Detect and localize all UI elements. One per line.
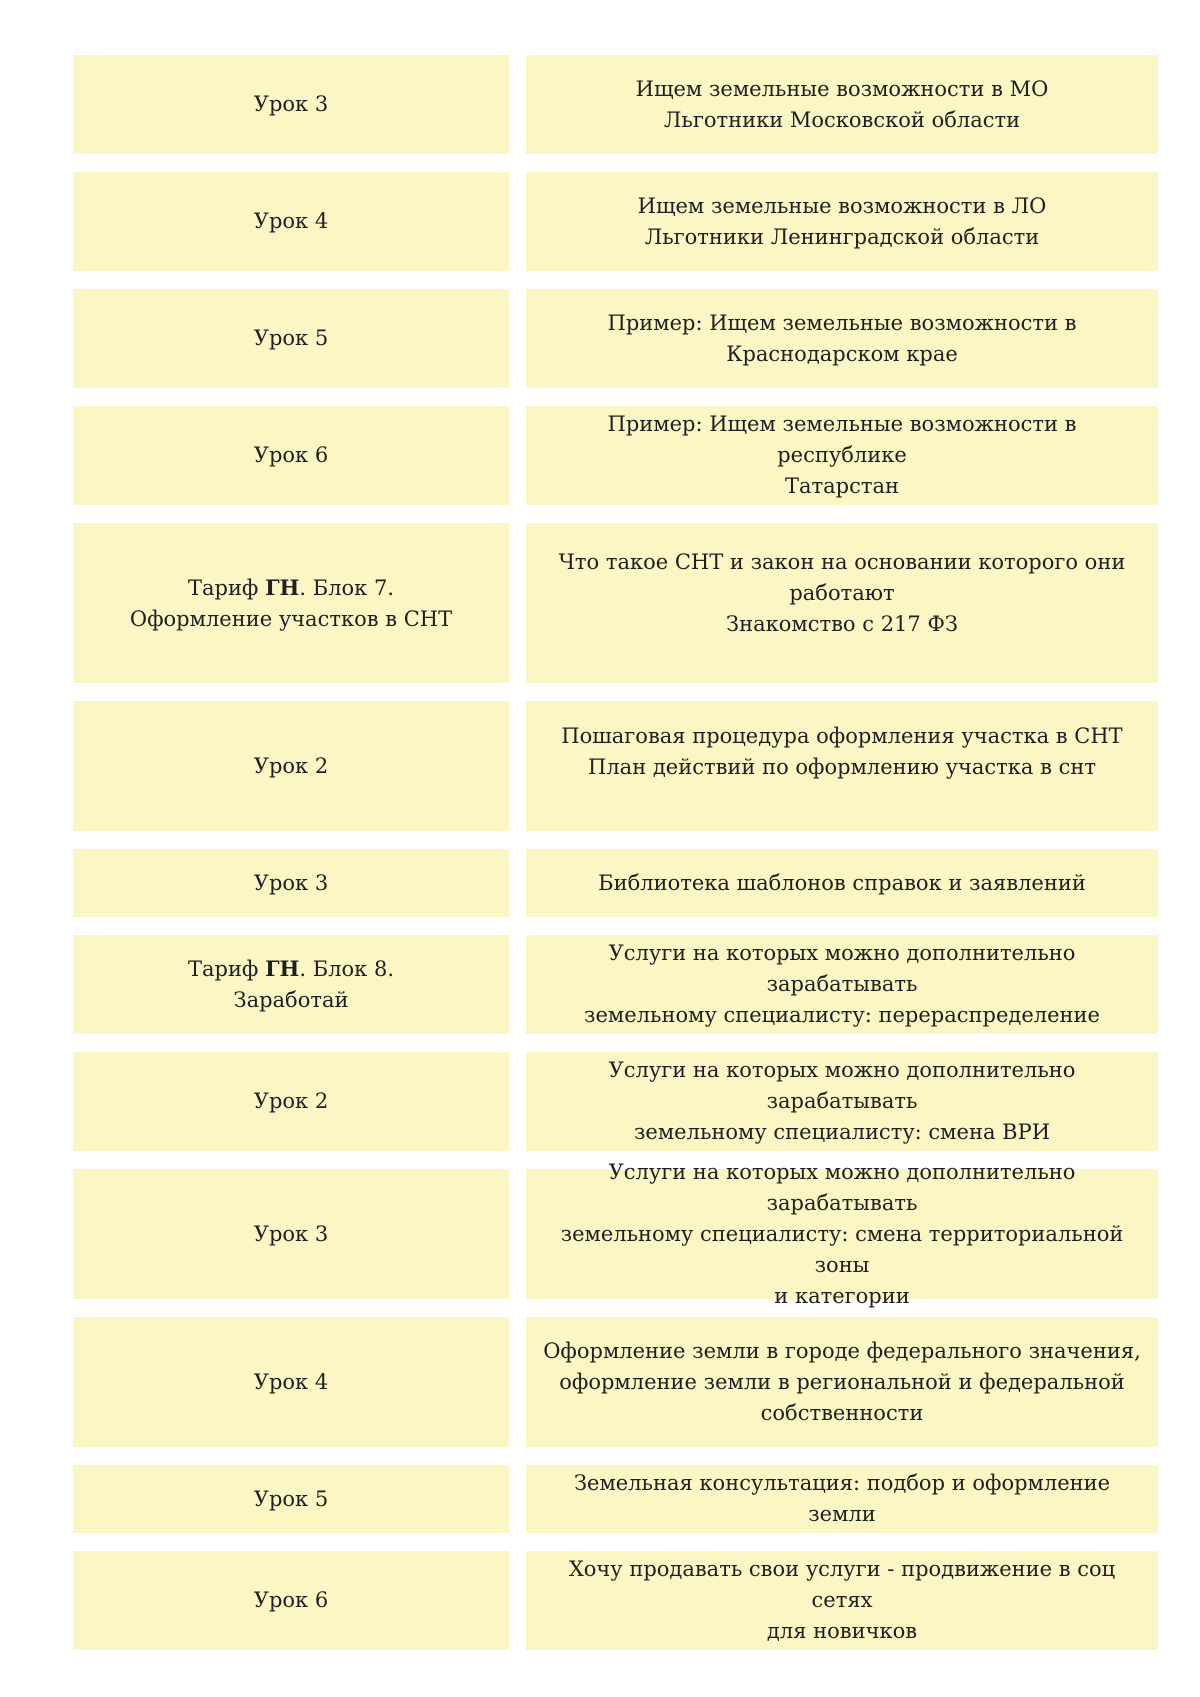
table-row <box>73 406 1158 505</box>
table-row <box>73 55 1158 154</box>
topic-text: Услуги на которых можно дополнительно зарабатывать <box>608 1159 1076 1215</box>
block-title: Тариф ГН. Блок 7. <box>187 574 395 600</box>
topic-text: земельному специалисту: перераспределение <box>584 1003 1100 1027</box>
topic-cell <box>526 1551 1158 1650</box>
topic-text: Льготники Ленинградской области <box>644 224 1040 249</box>
lesson-cell <box>73 849 509 917</box>
lesson-label: Урок 3 <box>253 92 329 116</box>
topic-cell <box>526 406 1158 505</box>
topic-cell <box>526 1052 1158 1151</box>
tariff-name: ГН <box>265 956 300 981</box>
lesson-label: Урок 3 <box>253 1221 329 1246</box>
lesson-cell <box>73 406 509 505</box>
topic-text: Оформление земли в городе федерального значения, <box>543 1338 1141 1363</box>
topic-text: Пошаговая процедура оформления участка в СНТ <box>561 724 1123 748</box>
table-row <box>73 1052 1158 1151</box>
topic-text: земельному специалисту: смена территориальной зоны <box>560 1221 1124 1277</box>
lesson-label: Урок 5 <box>253 1486 329 1511</box>
topic-text: Ищем земельные возможности в ЛО <box>637 193 1047 218</box>
lesson-cell <box>73 55 509 154</box>
block-subtitle: Оформление участков в СНТ <box>129 606 453 631</box>
topic-cell <box>526 1317 1158 1447</box>
topic-text: Хочу продавать свои услуги - продвижение в соц сетях <box>568 1557 1116 1612</box>
topic-cell <box>526 935 1158 1034</box>
block-subtitle: Заработай <box>233 988 349 1012</box>
topic-text: Татарстан <box>784 474 899 498</box>
lesson-label: Урок 2 <box>253 1089 329 1113</box>
lesson-cell <box>73 1317 509 1447</box>
topic-cell <box>526 172 1158 271</box>
block-title: Тариф ГН. Блок 8. <box>187 956 395 981</box>
topic-text: Краснодарском крае <box>726 341 958 366</box>
topic-text: Услуги на которых можно дополнительно зарабатывать <box>608 941 1076 996</box>
topic-cell <box>526 1159 1158 1308</box>
topic-text: Ищем земельные возможности в МО <box>635 76 1049 101</box>
lesson-label: Урок 5 <box>253 326 329 350</box>
table-row <box>73 701 1158 831</box>
topic-text: земельному специалисту: смена ВРИ <box>633 1120 1051 1144</box>
topic-text: План действий по оформлению участка в снт <box>588 755 1096 779</box>
topic-cell <box>526 55 1158 154</box>
lesson-cell <box>73 1052 509 1151</box>
lesson-label: Урок 6 <box>253 1588 329 1612</box>
topic-text: оформление земли в региональной и федеральной <box>559 1369 1125 1394</box>
topic-text: Земельная консультация: подбор и оформление земли <box>573 1471 1111 1526</box>
topic-text: Услуги на которых можно дополнительно зарабатывать <box>608 1058 1076 1113</box>
lesson-label: Урок 4 <box>253 1369 329 1394</box>
topic-cell <box>526 1465 1158 1533</box>
topic-text: Пример: Ищем земельные возможности в республике <box>607 412 1077 467</box>
table-row <box>73 1551 1158 1650</box>
topic-text: Льготники Московской области <box>663 107 1021 132</box>
lesson-cell <box>73 289 509 388</box>
topic-text: работают <box>789 581 895 605</box>
lesson-cell <box>73 1465 509 1533</box>
table-row <box>73 523 1158 683</box>
block-heading-cell <box>73 935 509 1034</box>
topic-text: собственности <box>760 1400 924 1425</box>
lesson-cell <box>73 1169 509 1299</box>
topic-cell <box>526 849 1158 917</box>
table-row <box>73 935 1158 1034</box>
topic-text: Библиотека шаблонов справок и заявлений <box>598 870 1086 895</box>
lesson-cell <box>73 1551 509 1650</box>
table-row <box>73 289 1158 388</box>
topic-text: для новичков <box>766 1619 918 1643</box>
tariff-name: ГН <box>265 574 300 600</box>
lesson-label: Урок 3 <box>253 870 329 895</box>
table-row <box>73 849 1158 917</box>
table-row <box>73 1465 1158 1533</box>
topic-text: и категории <box>774 1283 910 1308</box>
lesson-label: Урок 2 <box>253 753 329 778</box>
topic-text: Знакомство с 217 ФЗ <box>726 612 958 636</box>
topic-cell <box>526 523 1158 683</box>
topic-cell <box>526 289 1158 388</box>
topic-text: Что такое СНТ и закон на основании которого они <box>558 550 1126 574</box>
lesson-cell <box>73 701 509 831</box>
table-row <box>73 1317 1158 1447</box>
topic-text: Пример: Ищем земельные возможности в <box>607 310 1077 335</box>
table-row <box>73 1159 1158 1308</box>
block-heading-cell <box>73 523 509 683</box>
table-row <box>73 172 1158 271</box>
lesson-label: Урок 4 <box>253 209 329 233</box>
topic-cell <box>526 701 1158 831</box>
lesson-cell <box>73 172 509 271</box>
lesson-label: Урок 6 <box>253 443 329 467</box>
